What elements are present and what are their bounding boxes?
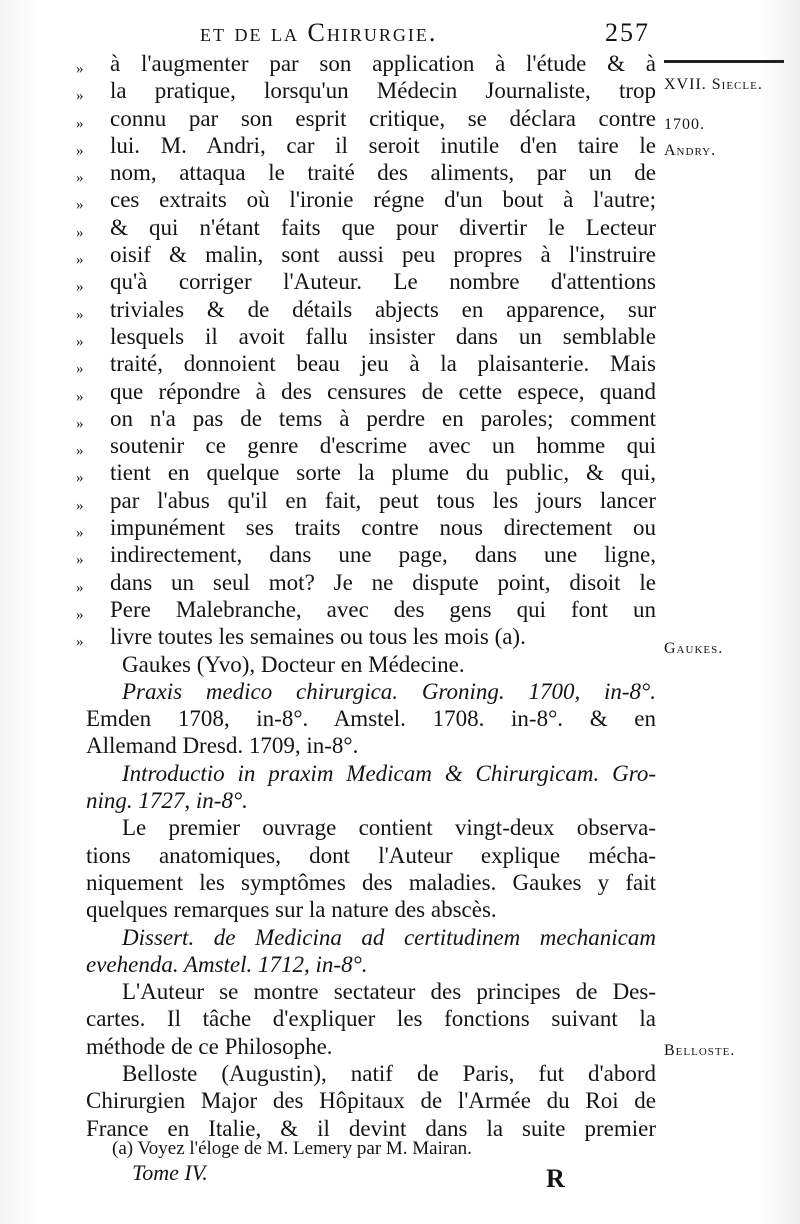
text-line: » que répondre à des censures de cette espece, quand — [76, 378, 656, 405]
text-line: » livre toutes les semaines ou tous les mois (a). — [76, 624, 526, 651]
text-line: » la pratique, lorsqu'un Médecin Journaliste, trop — [76, 78, 656, 105]
text-line: » tient en quelque sorte la plume du public, & qui, — [76, 460, 656, 487]
text-line: » ces extraits où l'ironie régne d'un bout à l'autre; — [76, 187, 656, 214]
bibliography-line: Emden 1708, in-8°. Amstel. 1708. in-8°. & en — [86, 706, 656, 732]
entry-heading-belloste: Belloste (Augustin), natif de Paris, fut d'abord — [122, 1060, 656, 1086]
text-line: France en Italie, & il devint dans la suite premier — [86, 1115, 656, 1141]
body-text — [76, 50, 656, 1142]
text-line: » indirectement, dans une page, dans une ligne, — [76, 542, 656, 569]
margin-belloste: Belloste. — [664, 1042, 736, 1059]
text-line: niquement les symptômes des maladies. Gaukes y fait — [86, 869, 656, 895]
bibliography-line: Allemand Dresd. 1709, in-8°. — [86, 733, 359, 759]
text-line: Chirurgien Major des Hôpitaux de l'Armée du Roi de — [86, 1088, 656, 1114]
entry-heading-gaukes: Gaukes (Yvo), Docteur en Médecine. — [122, 651, 465, 677]
text-line: » triviales & de détails abjects en apparence, sur — [76, 296, 656, 323]
text-line: » traité, donnoient beau jeu à la plaisanterie. Mais — [76, 351, 656, 378]
bibliography-line: Praxis medico chirurgica. Groning. 1700, in-8°. — [122, 678, 656, 704]
text-line: » impunément ses traits contre nous directement ou — [76, 515, 656, 542]
bibliography-line: Introductio in praxim Medicam & Chirurgicam. Gro- — [122, 760, 656, 786]
text-line: » lui. M. Andri, car il seroit inutile d'en taire le — [76, 132, 656, 159]
volume-label: Tome IV. — [132, 1160, 208, 1185]
footnote: (a) Voyez l'éloge de M. Lemery par M. Mairan. — [112, 1138, 472, 1159]
text-line: » lesquels il avoit fallu insister dans un semblable — [76, 323, 656, 350]
text-line: » soutenir ce genre d'escrime avec un homme qui — [76, 433, 656, 460]
text-line: » on n'a pas de tems à perdre en paroles; comment — [76, 405, 656, 432]
bibliography-line: ning. 1727, in-8°. — [86, 788, 248, 814]
margin-gaukes: Gaukes. — [664, 640, 724, 657]
text-line: cartes. Il tâche d'expliquer les fonctions suivant la — [86, 1006, 656, 1032]
running-header — [110, 18, 650, 52]
text-line: méthode de ce Philosophe. — [86, 1033, 333, 1059]
running-title: et de la Chirurgie. — [200, 18, 438, 47]
text-line: » par l'abus qu'il en fait, peut tous les jours lancer — [76, 487, 656, 514]
text-line: » dans un seul mot? Je ne dispute point, disoit le — [76, 569, 656, 596]
margin-century: XVII. Siecle. — [664, 76, 763, 93]
bibliography-line: Dissert. de Medicina ad certitudinem mechanicam — [122, 924, 656, 950]
text-line: Le premier ouvrage contient vingt-deux observa- — [122, 815, 656, 841]
text-line: » oisif & malin, sont aussi peu propres à l'instruire — [76, 242, 656, 269]
text-line: » qu'à corriger l'Auteur. Le nombre d'attentions — [76, 269, 656, 296]
text-line: » connu par son esprit critique, se déclara contre — [76, 105, 656, 132]
margin-andry: Andry. — [664, 142, 717, 159]
margin-year: 1700. — [664, 116, 705, 133]
margin-rule — [664, 60, 784, 63]
text-line: tions anatomiques, dont l'Auteur explique mécha- — [86, 842, 656, 868]
text-line: » nom, attaqua le traité des aliments, par un de — [76, 160, 656, 187]
text-line: » à l'augmenter par son application à l'étude & à — [76, 51, 656, 77]
text-line: quelques remarques sur la nature des abscès. — [86, 897, 497, 923]
signature-mark: R — [546, 1164, 565, 1193]
page-number: 257 — [605, 18, 650, 47]
bibliography-line: evehenda. Amstel. 1712, in-8°. — [86, 951, 368, 977]
text-line: » & qui n'étant faits que pour divertir le Lecteur — [76, 214, 656, 241]
text-line: L'Auteur se montre sectateur des principes de Des- — [122, 979, 656, 1005]
text-line: » Pere Malebranche, avec des gens qui font un — [76, 596, 656, 623]
